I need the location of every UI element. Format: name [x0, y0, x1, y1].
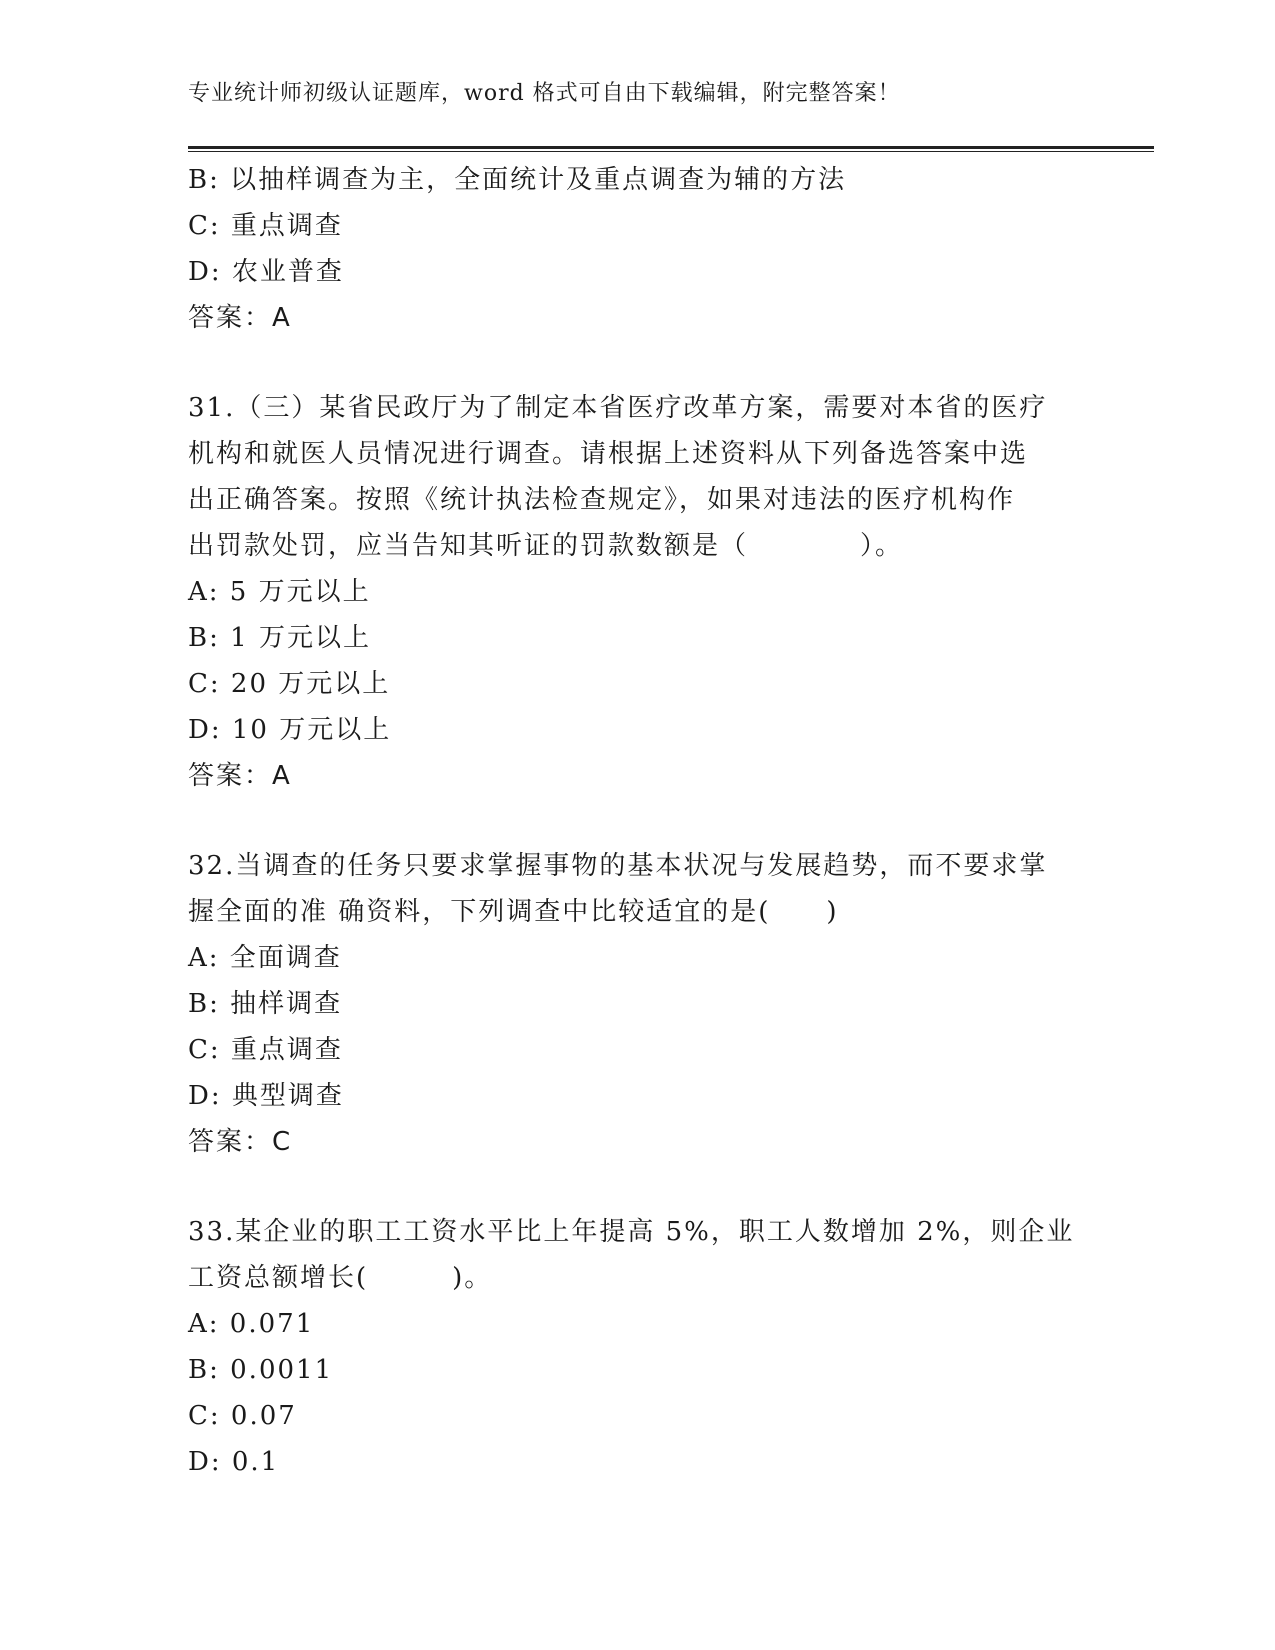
question-block	[188, 1209, 1088, 1485]
option-line: A: 0.071	[188, 1309, 315, 1339]
question-text-line: 32.当调查的任务只要求掌握事物的基本状况与发展趋势，而不要求掌	[188, 851, 1048, 881]
page-header: 专业统计师初级认证题库，word 格式可自由下载编辑，附完整答案！	[188, 81, 901, 106]
header-rule	[188, 146, 1154, 149]
option-line: C: 重点调查	[188, 211, 343, 241]
option-line: C: 0.07	[188, 1401, 297, 1431]
option-line: D: 典型调查	[188, 1081, 344, 1111]
answer-line: 答案：C	[188, 1127, 293, 1157]
option-line: D: 10 万元以上	[188, 715, 392, 745]
option-line: A: 全面调查	[188, 943, 342, 973]
answer-line: 答案：A	[188, 761, 292, 791]
option-line: C: 重点调查	[188, 1035, 343, 1065]
option-line: D: 0.1	[188, 1447, 280, 1477]
question-text-line: 出罚款处罚，应当告知其听证的罚款数额是（ ）。	[188, 531, 904, 561]
option-line: B: 抽样调查	[188, 989, 343, 1019]
question-block	[188, 385, 1088, 799]
question-text-line: 出正确答案。按照《统计执法检查规定》，如果对违法的医疗机构作	[188, 485, 1016, 515]
answer-line: 答案：A	[188, 303, 292, 333]
option-line: B: 1 万元以上	[188, 623, 371, 653]
option-line: C: 20 万元以上	[188, 669, 391, 699]
option-line: B: 以抽样调查为主，全面统计及重点调查为辅的方法	[188, 165, 847, 195]
question-text-line: 工资总额增长( )。	[188, 1263, 493, 1293]
question-block	[188, 157, 1088, 341]
question-text-line: 握全面的准 确资料，下列调查中比较适宜的是( )	[188, 897, 839, 927]
option-line: A: 5 万元以上	[188, 577, 371, 607]
question-text-line: 机构和就医人员情况进行调查。请根据上述资料从下列备选答案中选	[188, 439, 1029, 469]
question-text-line: 33.某企业的职工工资水平比上年提高 5%，职工人数增加 2%，则企业	[188, 1217, 1075, 1247]
question-block	[188, 843, 1088, 1165]
option-line: B: 0.0011	[188, 1355, 334, 1385]
question-text-line: 31.（三）某省民政厅为了制定本省医疗改革方案，需要对本省的医疗	[188, 393, 1048, 423]
option-line: D: 农业普查	[188, 257, 344, 287]
question-content	[188, 157, 1088, 1485]
